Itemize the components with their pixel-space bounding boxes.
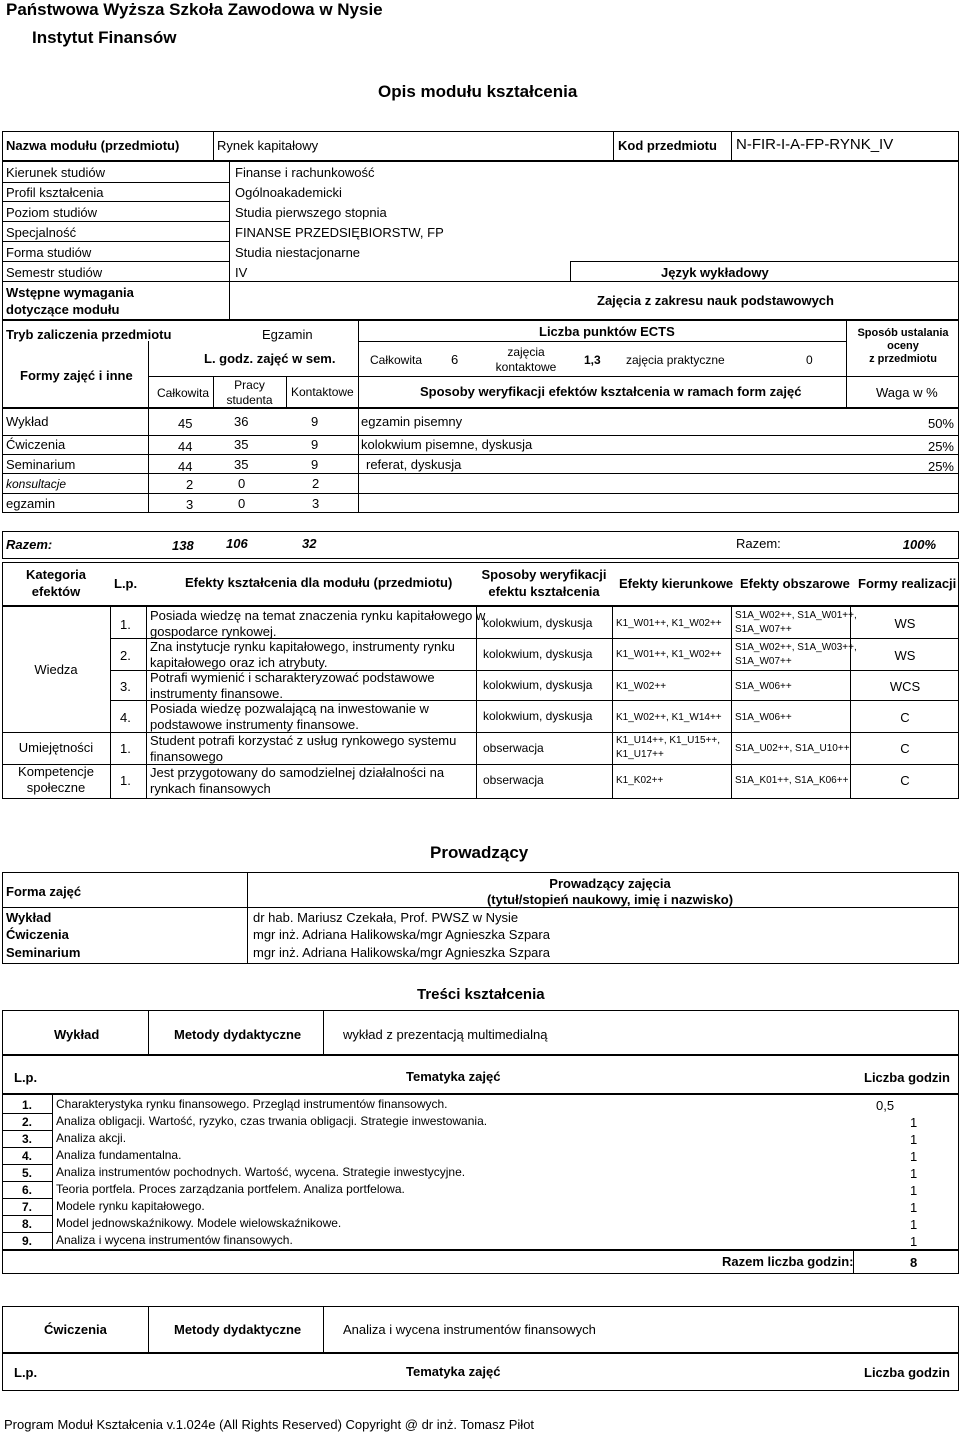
row-exam-total: 3 [186, 497, 194, 512]
footer-copyright: Program Moduł Kształcenia v.1.024e (All Rights Reserved) Copyright @ dr inż. Tomasz Piłot [4, 1417, 535, 1432]
outcome-2-area-1: S1A_W02++, S1A_W03++, [735, 642, 857, 653]
outcome-6-desc-1: Jest przygotowany do samodzielnej działalności na [150, 765, 445, 780]
sum-total: 138 [172, 538, 194, 553]
ects-practical-value: 0 [806, 353, 813, 367]
outcome-5-lp: 1. [120, 741, 131, 756]
ects-contact-label-2: kontaktowe [495, 360, 557, 374]
semester-value: IV [235, 265, 248, 280]
exercise-label: Ćwiczenia [44, 1322, 107, 1337]
topics-total-label: Razem liczba godzin: [722, 1254, 854, 1269]
sum-weight: 100% [902, 537, 936, 552]
weight-header: Waga w % [876, 385, 938, 400]
row-exercises-form: Ćwiczenia [6, 437, 66, 452]
outcome-5-desc-1: Student potrafi korzystać z usług rynkowego systemu [150, 733, 457, 748]
outcome-2-major: K1_W01++, K1_W02++ [616, 649, 722, 660]
row-exercises-method: kolokwium pisemne, dyskusja [361, 437, 533, 452]
field-of-study-value: Finanse i rachunkowość [235, 165, 375, 180]
field-of-study-label: Kierunek studiów [6, 165, 105, 180]
grading-label-1: Sposób ustalania [857, 327, 949, 339]
prerequisites-label-2: dotyczące modułu [6, 302, 120, 317]
outcome-2-form: WS [894, 648, 916, 663]
lecture-methods-label: Metody dydaktyczne [174, 1027, 302, 1042]
ects-practical-label: zajęcia praktyczne [626, 353, 725, 367]
outcome-3-form: WCS [889, 679, 921, 694]
outcomes-methods-label-2: efektu kształcenia [488, 584, 600, 599]
topic-5-lp: 5. [22, 1166, 33, 1180]
basic-sciences-label: Zajęcia z zakresu nauk podstawowych [597, 293, 834, 308]
exercise-methods-label: Metody dydaktyczne [174, 1322, 302, 1337]
topic-2-text: Analiza obligacji. Wartość, ryzyko, czas trwania obligacji. Strategie inwestowania. [56, 1114, 488, 1128]
outcome-5-form: C [900, 741, 910, 756]
outcome-6-method: obserwacja [483, 773, 544, 787]
row-lecture-weight: 50% [927, 416, 954, 431]
ects-label: Liczba punktów ECTS [539, 324, 675, 339]
exercise-topics-hours-label: Liczba godzin [864, 1365, 950, 1380]
topic-8-text: Model jednowskaźnikowy. Modele wielowskaźnikowe. [56, 1216, 342, 1230]
ects-total-value: 6 [451, 352, 459, 367]
level-value: Studia pierwszego stopnia [235, 205, 387, 220]
outcome-4-desc-1: Posiada wiedzę pozwalającą na inwestowanie w [150, 701, 429, 716]
topics-total-value: 8 [910, 1255, 918, 1270]
page-title: Opis modułu kształcenia [378, 82, 578, 101]
outcome-5-area-1: S1A_U02++, S1A_U10++ [735, 743, 850, 754]
col-work-label-1: Pracy [234, 378, 265, 392]
semester-label: Semestr studiów [6, 265, 103, 280]
ects-total-label: Całkowita [370, 353, 423, 367]
topic-7-lp: 7. [22, 1200, 33, 1214]
topic-7-hours: 1 [910, 1200, 918, 1215]
topic-6-lp: 6. [22, 1183, 33, 1197]
outcome-1-major: K1_W01++, K1_W02++ [616, 618, 722, 629]
sum-contact: 32 [302, 536, 317, 551]
outcome-2-desc-2: kapitałowego oraz ich atrybuty. [150, 655, 328, 670]
topics-hours-label: Liczba godzin [864, 1070, 950, 1085]
row-lecture-total: 45 [178, 416, 193, 431]
teachers-label-2: (tytuł/stopień naukowy, imię i nazwisko) [486, 892, 734, 907]
outcome-5-desc-2: finansowego [150, 749, 223, 764]
outcome-4-desc-2: podstawowe instrumenty finansowe. [150, 717, 359, 732]
outcomes-area-label: Efekty obszarowe [740, 576, 850, 591]
outcome-3-desc-1: Potrafi wymienić i scharakteryzować podstawowe [150, 670, 435, 685]
row-consultations-work: 0 [238, 476, 246, 491]
outcome-4-method: kolokwium, dyskusja [483, 709, 593, 723]
outcome-6-area-1: S1A_K01++, S1A_K06++ [735, 775, 849, 786]
outcome-1-lp: 1. [120, 617, 131, 632]
topic-4-text: Analiza fundamentalna. [56, 1148, 182, 1162]
outcome-1-area-2: S1A_W07++ [735, 624, 792, 635]
topic-4-hours: 1 [910, 1149, 918, 1164]
teachers-label-1: Prowadzący zajęcia [549, 876, 671, 891]
col-work-label-2: studenta [226, 393, 273, 407]
profile-value: Ogólnoakademicki [235, 185, 342, 200]
assessment-table [2, 408, 959, 513]
prerequisites-label-1: Wstępne wymagania [6, 285, 134, 300]
outcome-6-lp: 1. [120, 773, 131, 788]
outcome-6-desc-2: rynkach finansowych [150, 781, 271, 796]
topic-7-text: Modele rynku kapitałowego. [56, 1199, 205, 1213]
outcomes-effects-label: Efekty kształcenia dla modułu (przedmiotu) [185, 575, 453, 590]
school-name: Państwowa Wyższa Szkoła Zawodowa w Nysie [6, 0, 383, 19]
outcome-4-lp: 4. [120, 710, 131, 725]
teacher-exercises-name: mgr inż. Adriana Halikowska/mgr Agnieszka Szpara [253, 927, 550, 942]
outcome-6-form: C [900, 773, 910, 788]
category-knowledge: Wiedza [34, 662, 78, 677]
row-lecture-method: egzamin pisemny [361, 414, 463, 429]
row-seminar-form: Seminarium [6, 457, 76, 472]
assessment-mode-label: Tryb zaliczenia przedmiotu [6, 327, 172, 342]
topic-1-hours: 0,5 [876, 1098, 895, 1113]
topic-9-hours: 1 [910, 1234, 918, 1249]
row-exercises-weight: 25% [927, 439, 954, 454]
hours-in-semester-label: L. godz. zajęć w sem. [204, 351, 336, 366]
teacher-lecture-form: Wykład [6, 910, 52, 925]
row-exercises-contact: 9 [311, 437, 319, 452]
row-seminar-total: 44 [178, 459, 193, 474]
outcome-5-major-1: K1_U14++, K1_U15++, [616, 735, 720, 746]
topic-6-text: Teoria portfela. Proces zarządzania portfelem. Analiza portfelowa. [56, 1182, 405, 1196]
institute-name: Instytut Finansów [32, 28, 177, 47]
ects-contact-label-1: zajęcia [507, 345, 545, 359]
study-form-value: Studia niestacjonarne [235, 245, 361, 260]
specialty-label: Specjalność [6, 225, 77, 240]
row-lecture-form: Wykład [6, 414, 49, 429]
topic-3-hours: 1 [910, 1132, 918, 1147]
outcomes-category-label-2: efektów [31, 584, 81, 599]
outcome-1-desc-1: Posiada wiedzę na temat znaczenia rynku kapitałowego w [150, 608, 486, 623]
outcome-4-area-1: S1A_W06++ [735, 712, 792, 723]
grading-label-2: oceny [887, 340, 919, 352]
class-forms-label: Formy zajęć i inne [20, 368, 133, 383]
col-total-label: Całkowita [157, 386, 210, 400]
topic-8-lp: 8. [22, 1217, 33, 1231]
assessment-sum-row [2, 531, 959, 559]
row-lecture-work: 36 [234, 414, 249, 429]
outcomes-major-label: Efekty kierunkowe [619, 576, 734, 591]
module-name-value: Rynek kapitałowy [217, 138, 319, 153]
topic-6-hours: 1 [910, 1183, 918, 1198]
teacher-seminar-form: Seminarium [6, 945, 81, 960]
assessment-mode-value: Egzamin [262, 327, 313, 342]
topic-8-hours: 1 [910, 1217, 918, 1232]
topic-3-text: Analiza akcji. [56, 1131, 127, 1145]
module-name-label: Nazwa modułu (przedmiotu) [6, 138, 180, 153]
teachers-form-label: Forma zajęć [6, 884, 82, 899]
row-consultations-contact: 2 [312, 476, 320, 491]
row-exercises-total: 44 [178, 439, 193, 454]
course-code-label: Kod przedmiotu [618, 138, 717, 153]
exercise-topics-topic-label: Tematyka zajęć [406, 1364, 501, 1379]
teachers-title: Prowadzący [430, 843, 529, 862]
outcome-2-area-2: S1A_W07++ [735, 656, 792, 667]
lecture-methods-value: wykład z prezentacją multimedialną [343, 1027, 548, 1042]
outcome-4-major: K1_W02++, K1_W14++ [616, 712, 722, 723]
row-seminar-contact: 9 [311, 457, 319, 472]
profile-label: Profil kształcenia [6, 185, 104, 200]
outcomes-lp-label: L.p. [114, 576, 138, 591]
outcomes-category-label-1: Kategoria [26, 567, 86, 582]
topic-5-text: Analiza instrumentów pochodnych. Wartość, wycena. Strategie inwestycyjne. [56, 1165, 466, 1179]
outcome-3-lp: 3. [120, 679, 131, 694]
sum-work: 106 [226, 536, 248, 551]
verification-header: Sposoby weryfikacji efektów kształcenia w ramach form zajęć [420, 384, 802, 399]
row-exam-work: 0 [238, 496, 246, 511]
row-seminar-method: referat, dyskusja [366, 457, 462, 472]
content-title: Treści kształcenia [417, 986, 545, 1003]
topic-5-hours: 1 [910, 1166, 918, 1181]
category-skills: Umiejętności [18, 740, 94, 755]
outcome-2-method: kolokwium, dyskusja [483, 647, 593, 661]
teacher-lecture-name: dr hab. Mariusz Czekała, Prof. PWSZ w Nysie [253, 910, 519, 925]
row-seminar-weight: 25% [927, 459, 954, 474]
outcome-1-form: WS [894, 616, 916, 631]
sum-label-2: Razem: [736, 536, 781, 551]
sum-label: Razem: [6, 537, 53, 552]
row-exam-contact: 3 [312, 496, 320, 511]
topic-4-lp: 4. [22, 1149, 33, 1163]
outcome-1-desc-2: gospodarce rynkowej. [150, 624, 277, 639]
specialty-value: FINANSE PRZEDSIĘBIORSTW, FP [235, 225, 444, 240]
outcome-3-method: kolokwium, dyskusja [483, 678, 593, 692]
teacher-seminar-name: mgr inż. Adriana Halikowska/mgr Agnieszka Szpara [253, 945, 550, 960]
study-form-label: Forma studiów [6, 245, 92, 260]
topics-lp-label: L.p. [14, 1070, 38, 1085]
outcome-3-major: K1_W02++ [616, 681, 667, 692]
category-competence-2: społeczne [26, 780, 86, 795]
topic-2-hours: 1 [910, 1115, 918, 1130]
lecture-label: Wykład [54, 1027, 100, 1042]
topic-3-lp: 3. [22, 1132, 33, 1146]
level-label: Poziom studiów [6, 205, 98, 220]
teacher-exercises-form: Ćwiczenia [6, 927, 69, 942]
topic-1-text: Charakterystyka rynku finansowego. Przegląd instrumentów finansowych. [56, 1097, 448, 1111]
col-contact-label: Kontaktowe [291, 385, 354, 399]
outcome-1-area-1: S1A_W02++, S1A_W01++, [735, 610, 857, 621]
row-exercises-work: 35 [234, 437, 249, 452]
row-consultations-form: konsultacje [6, 477, 67, 491]
topic-9-lp: 9. [22, 1234, 33, 1248]
outcome-2-lp: 2. [120, 648, 131, 663]
exercise-topics-lp-label: L.p. [14, 1365, 38, 1380]
outcome-6-major: K1_K02++ [616, 775, 664, 786]
row-consultations-total: 2 [186, 477, 194, 492]
exercise-methods-value: Analiza i wycena instrumentów finansowych [343, 1322, 596, 1337]
topic-1-lp: 1. [22, 1098, 33, 1112]
outcomes-form-label: Formy realizacji [858, 576, 957, 591]
course-code-value: N-FIR-I-A-FP-RYNK_IV [736, 136, 894, 153]
outcome-1-method: kolokwium, dyskusja [483, 616, 593, 630]
outcomes-methods-label-1: Sposoby weryfikacji [481, 567, 607, 582]
topic-9-text: Analiza i wycena instrumentów finansowych. [56, 1233, 293, 1247]
outcome-4-form: C [900, 710, 910, 725]
topics-topic-label: Tematyka zajęć [406, 1069, 501, 1084]
ects-contact-value: 1,3 [584, 353, 601, 367]
category-competence-1: Kompetencje [18, 764, 94, 779]
outcome-5-method: obserwacja [483, 741, 544, 755]
outcome-3-area-1: S1A_W06++ [735, 681, 792, 692]
outcome-2-desc-1: Zna instytucje rynku kapitałowego, instrumenty rynku [150, 639, 455, 654]
outcome-5-major-2: K1_U17++ [616, 749, 664, 760]
row-lecture-contact: 9 [311, 414, 319, 429]
topic-2-lp: 2. [22, 1115, 33, 1129]
row-seminar-work: 35 [234, 457, 249, 472]
grading-label-3: z przedmiotu [869, 353, 937, 365]
row-exam-form: egzamin [6, 496, 56, 511]
language-label: Język wykładowy [661, 265, 769, 280]
outcome-3-desc-2: instrumenty finansowe. [150, 686, 283, 701]
